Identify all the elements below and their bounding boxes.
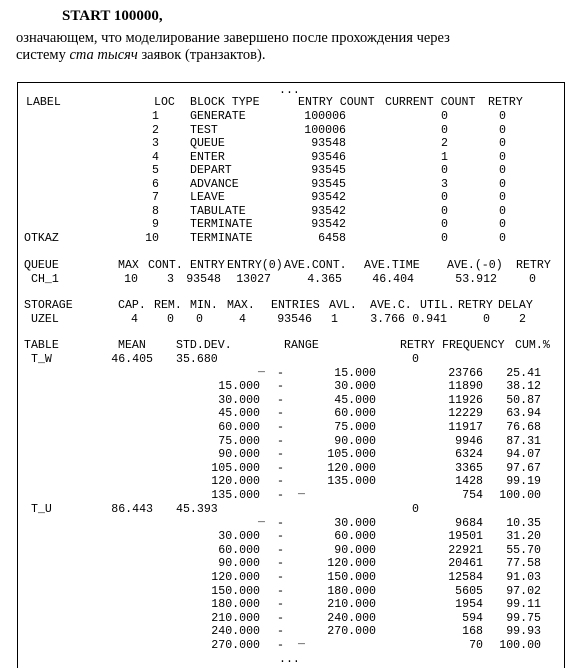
table-range-upper: 60.000 (334, 407, 376, 421)
block-retry: 0 (499, 164, 506, 178)
table-cumulative-percent: 97.67 (506, 461, 541, 475)
storage-delay: 2 (519, 313, 526, 326)
table-range-lower: 120.000 (211, 570, 260, 584)
queue-retry: 0 (529, 273, 536, 286)
table-retry: 0 (412, 353, 419, 366)
table-cumulative-percent: 63.94 (506, 407, 541, 421)
table-cumulative-percent: 100.00 (499, 638, 541, 652)
table-cumulative-percent: 10.35 (506, 516, 541, 530)
table-range-lower: 240.000 (211, 625, 260, 639)
table-range-dash: - (277, 530, 284, 544)
block-loc: 6 (152, 177, 159, 191)
storage-header: MAX. (227, 299, 255, 312)
table-cumulative-percent: 94.07 (506, 448, 541, 462)
paragraph-text: заявок (транзактов). (137, 47, 266, 63)
block-retry: 0 (499, 204, 506, 218)
queue-header: ENTRY (190, 259, 225, 272)
table-frequency: 754 (462, 488, 483, 502)
block-type: DEPART (190, 164, 232, 178)
table-range-dash: - (277, 448, 284, 462)
table-range-upper: 210.000 (327, 598, 376, 612)
table-range-lower: 30.000 (218, 530, 260, 544)
block-type: GENERATE (190, 110, 246, 123)
table-header: TABLE (24, 339, 59, 352)
table-cumulative-percent: 99.19 (506, 475, 541, 489)
block-header: RETRY (488, 96, 523, 109)
table-cumulative-percent: 91.03 (506, 570, 541, 584)
storage-entries: 93546 (277, 313, 312, 326)
block-current-count: 1 (441, 150, 448, 164)
table-range-dash: - (277, 543, 284, 557)
queue-max: 10 (124, 273, 138, 286)
block-type: QUEUE (190, 137, 225, 151)
block-loc: 5 (152, 164, 159, 178)
table-header: RANGE (284, 339, 319, 352)
block-loc: 2 (152, 123, 159, 137)
table-frequency: 11917 (448, 420, 483, 434)
table-cumulative-percent: 25.41 (506, 366, 541, 380)
table-range-lower: 60.000 (218, 543, 260, 557)
table-cumulative-percent: 87.31 (506, 434, 541, 448)
table-range-lower: 90.000 (218, 557, 260, 571)
storage-header: DELAY (498, 299, 533, 312)
block-retry: 0 (499, 177, 506, 191)
table-frequency: 20461 (448, 557, 483, 571)
table-range-dash: - (277, 407, 284, 421)
storage-header: ENTRIES (271, 299, 320, 312)
queue-header: AVE.(-0) (447, 259, 503, 272)
table-range-upper: 60.000 (334, 530, 376, 544)
table-range-dash: - (277, 475, 284, 489)
paragraph-text: систему (16, 47, 70, 63)
table-cumulative-percent: 100.00 (499, 488, 541, 502)
table-range-lower-open: _ (258, 511, 265, 525)
block-type: TABULATE (190, 204, 246, 218)
table-header: RETRY (400, 339, 435, 352)
block-current-count: 2 (441, 137, 448, 151)
block-entry-count: 93542 (311, 218, 346, 232)
table-frequency: 11926 (448, 393, 483, 407)
block-entry-count: 100006 (304, 123, 346, 137)
storage-ave-c: 3.766 (370, 313, 405, 326)
table-frequency: 9684 (455, 516, 483, 530)
table-header: CUM.% (515, 339, 550, 352)
table-range-lower: 75.000 (218, 434, 260, 448)
block-entry-count: 93546 (311, 150, 346, 164)
block-current-count: 0 (441, 231, 448, 245)
block-header: ENTRY COUNT (298, 96, 375, 109)
storage-header: AVE.C. (370, 299, 412, 312)
table-range-dash: - (277, 557, 284, 571)
table-frequency: 19501 (448, 530, 483, 544)
table-cumulative-percent: 55.70 (506, 543, 541, 557)
table-range-dash: - (277, 461, 284, 475)
table-cumulative-percent: 76.68 (506, 420, 541, 434)
table-cumulative-percent: 38.12 (506, 380, 541, 394)
table-range-dash: - (277, 598, 284, 612)
block-loc: 7 (152, 191, 159, 205)
block-loc: 4 (152, 150, 159, 164)
table-header: MEAN (118, 339, 146, 352)
block-retry: 0 (499, 231, 506, 245)
block-retry: 0 (499, 150, 506, 164)
table-range-dash: - (277, 393, 284, 407)
table-range-lower: 45.000 (218, 407, 260, 421)
storage-header: STORAGE (24, 299, 73, 312)
table-range-dash: - (277, 434, 284, 448)
table-range-dash: - (277, 638, 284, 652)
block-entry-count: 93542 (311, 204, 346, 218)
table-cumulative-percent: 99.93 (506, 625, 541, 639)
table-frequency: 1954 (455, 598, 483, 612)
storage-avl: 1 (331, 313, 338, 326)
ellipsis-bottom: ... (279, 653, 300, 666)
table-cumulative-percent: 31.20 (506, 530, 541, 544)
gpss-report-listing (17, 82, 565, 668)
block-loc: 3 (152, 137, 159, 151)
table-range-dash: - (277, 611, 284, 625)
table-range-upper: 120.000 (327, 461, 376, 475)
table-header: FREQUENCY (442, 339, 505, 352)
storage-max: 4 (239, 313, 246, 326)
block-retry: 0 (499, 110, 506, 123)
table-frequency: 5605 (455, 584, 483, 598)
table-cumulative-percent: 99.11 (506, 598, 541, 612)
table-range-lower: 180.000 (211, 598, 260, 612)
table-mean: 46.405 (111, 353, 153, 366)
table-frequency: 11890 (448, 380, 483, 394)
table-cumulative-percent: 97.02 (506, 584, 541, 598)
table-range-upper: 240.000 (327, 611, 376, 625)
table-range-lower-open: _ (258, 361, 265, 375)
table-range-dash: - (277, 584, 284, 598)
queue-header: RETRY (516, 259, 551, 272)
table-frequency: 22921 (448, 543, 483, 557)
block-retry: 0 (499, 123, 506, 137)
block-loc: 8 (152, 204, 159, 218)
table-range-lower: 15.000 (218, 380, 260, 394)
storage-rem: 0 (167, 313, 174, 326)
block-header: BLOCK TYPE (190, 96, 260, 109)
block-header: LOC (154, 96, 175, 109)
table-range-upper: 135.000 (327, 475, 376, 489)
table-cumulative-percent: 77.58 (506, 557, 541, 571)
table-range-upper: 30.000 (334, 516, 376, 530)
table-range-upper: 45.000 (334, 393, 376, 407)
queue-entry: 93548 (186, 273, 221, 286)
table-frequency: 12584 (448, 570, 483, 584)
table-frequency: 23766 (448, 366, 483, 380)
table-range-lower: 150.000 (211, 584, 260, 598)
table-range-dash: - (277, 625, 284, 639)
storage-retry: 0 (483, 313, 490, 326)
block-header: LABEL (26, 96, 61, 109)
table-range-dash: - (277, 366, 284, 380)
table-range-upper: 105.000 (327, 448, 376, 462)
block-retry: 0 (499, 218, 506, 232)
table-frequency: 6324 (455, 448, 483, 462)
queue-ave-time: 46.404 (372, 273, 414, 286)
block-entry-count: 93545 (311, 164, 346, 178)
storage-min: 0 (196, 313, 203, 326)
block-current-count: 3 (441, 177, 448, 191)
table-range-upper: 75.000 (334, 420, 376, 434)
table-header: STD.DEV. (176, 339, 232, 352)
table-range-dash: - (277, 516, 284, 530)
table-std-dev: 35.680 (176, 353, 218, 366)
table-range-lower: 270.000 (211, 638, 260, 652)
block-retry: 0 (499, 191, 506, 205)
block-loc: 1 (152, 110, 159, 123)
queue-ave-cont: 4.365 (307, 273, 342, 286)
table-range-dash: - (277, 570, 284, 584)
table-std-dev: 45.393 (176, 503, 218, 516)
storage-header: UTIL. (420, 299, 455, 312)
block-loc: 9 (152, 218, 159, 232)
block-loc: 10 (145, 231, 159, 245)
table-range-lower: 135.000 (211, 488, 260, 502)
queue-header: QUEUE (24, 259, 59, 272)
storage-header: REM. (154, 299, 182, 312)
queue-header: MAX (118, 259, 139, 272)
block-type: TERMINATE (190, 231, 253, 245)
table-range-upper: 30.000 (334, 380, 376, 394)
table-range-upper: 90.000 (334, 434, 376, 448)
table-frequency: 9946 (455, 434, 483, 448)
table-frequency: 3365 (455, 461, 483, 475)
paragraph-line-2 (16, 47, 265, 64)
table-range-upper: 90.000 (334, 543, 376, 557)
table-range-upper: 150.000 (327, 570, 376, 584)
table-range-upper-open: _ (298, 483, 305, 497)
table-range-upper: 270.000 (327, 625, 376, 639)
emphasis-text: ста тысяч (69, 47, 138, 63)
block-entry-count: 6458 (318, 231, 346, 245)
block-current-count: 0 (441, 191, 448, 205)
storage-header: CAP. (118, 299, 146, 312)
block-entry-count: 100006 (304, 110, 346, 123)
table-cumulative-percent: 99.75 (506, 611, 541, 625)
block-current-count: 0 (441, 110, 448, 123)
block-header: CURRENT COUNT (385, 96, 476, 109)
block-type: TERMINATE (190, 218, 253, 232)
storage-util: 0.941 (412, 313, 447, 326)
table-range-dash: - (277, 380, 284, 394)
table-mean: 86.443 (111, 503, 153, 516)
start-command: START 100000, (62, 8, 163, 24)
table-frequency: 168 (462, 625, 483, 639)
table-range-upper: 120.000 (327, 557, 376, 571)
table-name: T_U (31, 503, 52, 516)
block-type: LEAVE (190, 191, 225, 205)
table-range-dash: - (277, 488, 284, 502)
table-range-upper: 180.000 (327, 584, 376, 598)
queue-entry-zero: 13027 (236, 273, 271, 286)
block-current-count: 0 (441, 204, 448, 218)
queue-cont: 3 (167, 273, 174, 286)
block-retry: 0 (499, 137, 506, 151)
storage-header: RETRY (458, 299, 493, 312)
table-range-lower: 60.000 (218, 420, 260, 434)
queue-header: AVE.CONT. (284, 259, 347, 272)
table-frequency: 594 (462, 611, 483, 625)
table-range-upper-open: _ (298, 633, 305, 647)
block-type: ADVANCE (190, 177, 239, 191)
block-current-count: 0 (441, 218, 448, 232)
table-frequency: 70 (469, 638, 483, 652)
table-name: T_W (31, 353, 52, 366)
table-frequency: 1428 (455, 475, 483, 489)
storage-header: MIN. (190, 299, 218, 312)
table-cumulative-percent: 50.87 (506, 393, 541, 407)
queue-name: CH_1 (31, 273, 59, 286)
block-label: OTKAZ (24, 231, 59, 245)
block-entry-count: 93542 (311, 191, 346, 205)
storage-cap: 4 (131, 313, 138, 326)
table-range-lower: 105.000 (211, 461, 260, 475)
table-range-upper: 15.000 (334, 366, 376, 380)
queue-ave-nonzero: 53.912 (455, 273, 497, 286)
table-range-lower: 120.000 (211, 475, 260, 489)
table-range-dash: - (277, 420, 284, 434)
queue-header: AVE.TIME (364, 259, 420, 272)
paragraph-line-1: означающем, что моделирование завершено после прохождения через (16, 30, 450, 46)
table-frequency: 12229 (448, 407, 483, 421)
table-range-lower: 210.000 (211, 611, 260, 625)
queue-header: CONT. (148, 259, 183, 272)
block-entry-count: 93545 (311, 177, 346, 191)
table-range-lower: 30.000 (218, 393, 260, 407)
table-range-lower: 90.000 (218, 448, 260, 462)
table-retry: 0 (412, 503, 419, 516)
block-entry-count: 93548 (311, 137, 346, 151)
block-current-count: 0 (441, 123, 448, 137)
storage-name: UZEL (31, 313, 59, 326)
block-type: TEST (190, 123, 218, 137)
storage-header: AVL. (329, 299, 357, 312)
queue-header: ENTRY(0) (227, 259, 283, 272)
ellipsis-top: ... (279, 84, 300, 97)
block-current-count: 0 (441, 164, 448, 178)
block-type: ENTER (190, 150, 225, 164)
